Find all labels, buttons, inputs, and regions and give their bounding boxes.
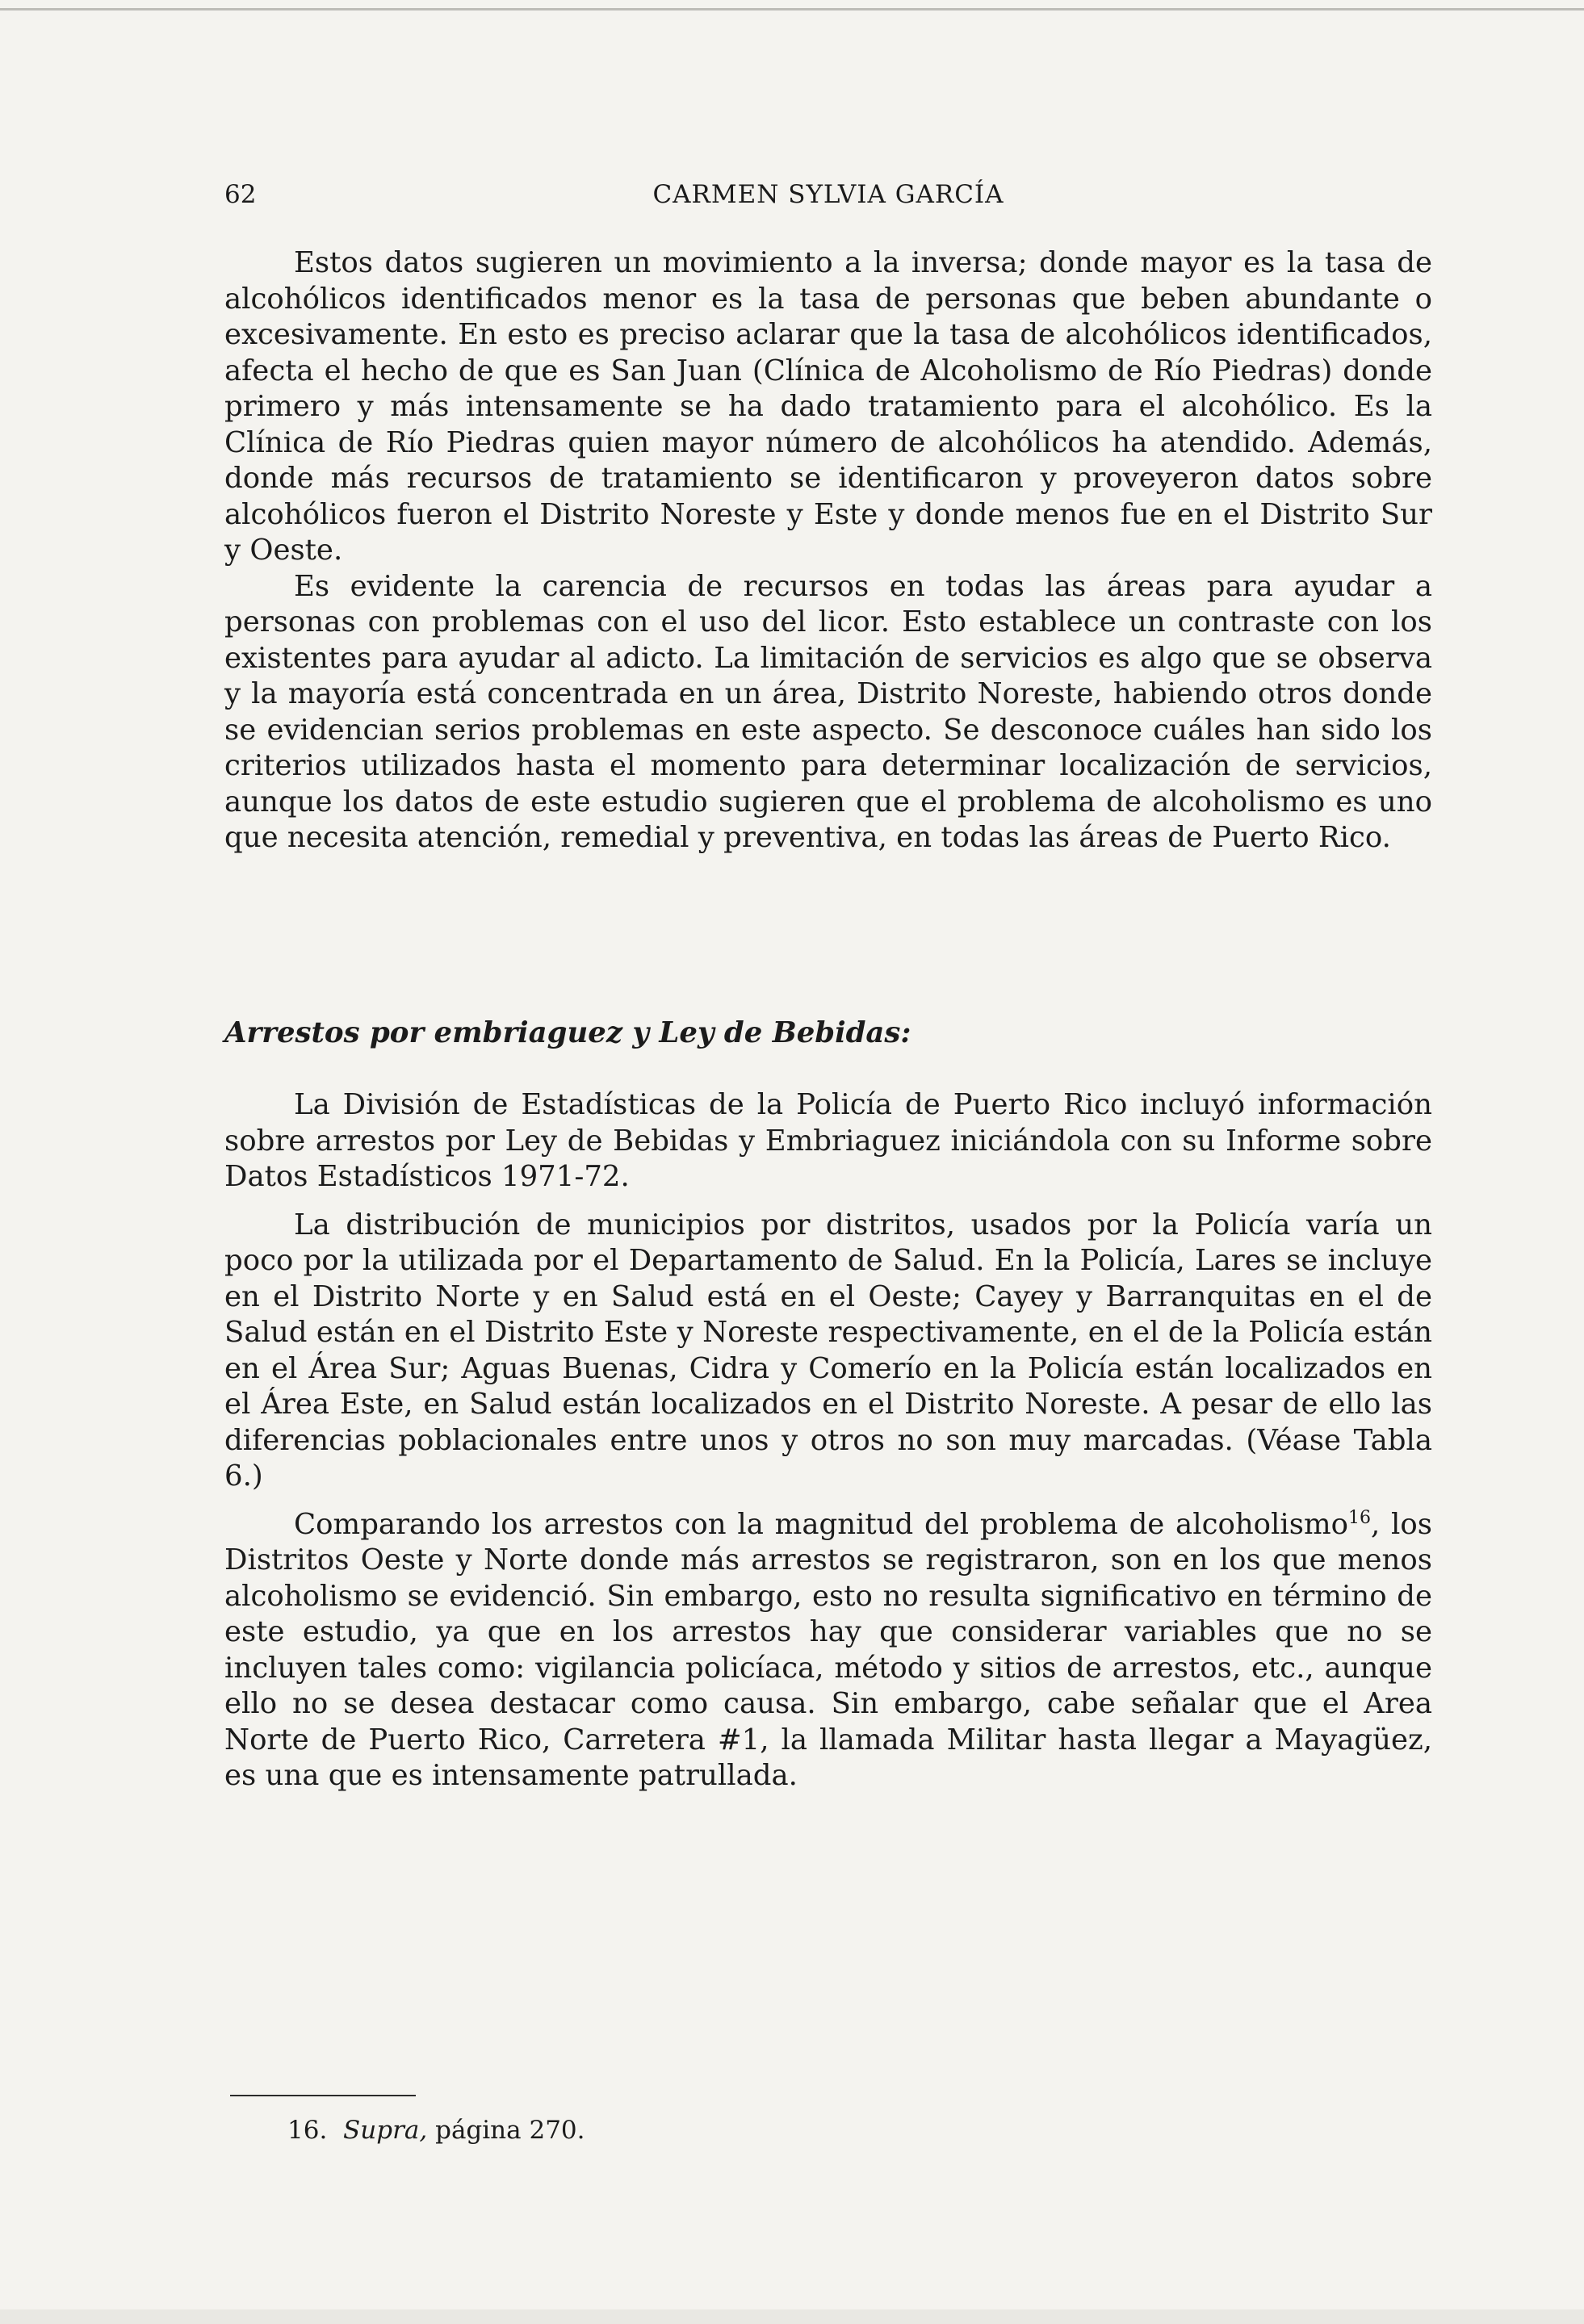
running-head: CARMEN SYLVIA GARCÍA (652, 180, 1004, 209)
paragraph-with-footnote-ref (224, 1507, 1432, 1794)
paragraph: Es evidente la carencia de recursos en todas las áreas para ayudar a personas con problemas con el uso del licor. Esto establece un contraste con los existentes para ayudar al adicto. La limitación de servicios es algo que se observa y la mayoría está concentrada en un área, Distrito Noreste, habiendo otros donde se evidencian serios problemas en este aspecto. Se desconoce cuáles han sido los criterios utilizados hasta el momento para determinar localización de servicios, aunque los datos de este estudio sugieren que el problema de alcoholismo es uno que necesita atención, remedial y preventiva, en todas las áreas de Puerto Rico. (224, 569, 1432, 854)
paragraph: La División de Estadísticas de la Policía de Puerto Rico incluyó información sobre arrestos por Ley de Bebidas y Embriaguez iniciándola con su Informe sobre Datos Estadísticos 1971-72. (224, 1088, 1432, 1193)
footnote-source: Supra, (343, 2116, 428, 2145)
paragraph: La distribución de municipios por distritos, usados por la Policía varía un poco por la utilizada por el Departamento de Salud. En la Policía, Lares se incluye en el Distrito Norte y en Salud está en el Oeste; Cayey y Barranquitas en el de Salud están en el Distrito Este y Noreste respectivamente, en el de la Policía están en el Área Sur; Aguas Buenas, Cidra y Comerío en la Policía están localizados en el Área Este, en Salud están localizados en el Distrito Noreste. A pesar de ello las diferencias poblacionales entre unos y otros no son muy marcadas. (Véase Tabla 6.) (224, 1208, 1432, 1493)
footnote-number: 16. (287, 2116, 328, 2145)
body-text-top (224, 245, 1432, 856)
paragraph-text: , los Distritos Oeste y Norte donde más arrestos se registraron, son en los que menos alcoholismo se evidenció. Sin embargo, esto no resulta significativo en término de este estudio, ya que en los arrestos hay que considerar variables que no se incluyen tales como: vigilancia policíaca, método y sitios de arrestos, etc., aunque ello no se desea destacar como causa. Sin embargo, cabe señalar que el Area Norte de Puerto Rico, Carretera #1, la llamada Militar hasta llegar a Mayagüez, es una que es intensamente patrullada. (224, 1507, 1433, 1792)
page-number: 62 (224, 180, 257, 209)
section-body (224, 1087, 1432, 1794)
footnote-rule (230, 2095, 416, 2096)
footnote (287, 2114, 585, 2146)
paragraph-text: Comparando los arrestos con la magnitud del problema de alcoholismo (294, 1507, 1349, 1541)
paragraph: Estos datos sugieren un movimiento a la inversa; donde mayor es la tasa de alcohólicos identificados menor es la tasa de personas que beben abundante o excesivamente. En esto es preciso aclarar que la tasa de alcohólicos identificados, afecta el hecho de que es San Juan (Clínica de Alcoholismo de Río Piedras) donde primero y más intensamente se ha dado tratamiento para el alcohólico. Es la Clínica de Río Piedras quien mayor número de alcohólicos ha atendido. Además, donde más recursos de tratamiento se identificaron y proveyeron datos sobre alcohólicos fueron el Distrito Noreste y Este y donde menos fue en el Distrito Sur y Oeste. (224, 246, 1432, 567)
footnote-page: página 270. (435, 2116, 585, 2145)
top-edge-rule (0, 8, 1584, 10)
section-heading: Arrestos por embriaguez y Ley de Bebidas: (224, 1016, 911, 1049)
page-header (224, 178, 1432, 211)
footnote-reference: 16 (1348, 1507, 1372, 1528)
bottom-edge-shade (0, 2309, 1584, 2324)
